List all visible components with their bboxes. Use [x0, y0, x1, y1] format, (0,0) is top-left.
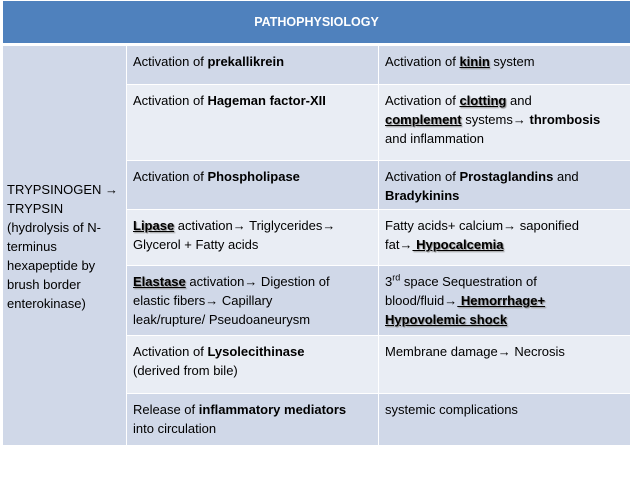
trypsin-cell — [3, 45, 127, 446]
effect-cell — [379, 45, 631, 85]
mechanism-cell — [127, 85, 379, 161]
text: systems — [461, 112, 513, 127]
bold-text: Hemorrhage+ — [457, 293, 546, 308]
mechanism-cell — [127, 210, 379, 266]
arrow-icon: → — [244, 274, 258, 289]
text: system — [489, 54, 535, 69]
arrow-icon: → — [512, 112, 526, 127]
text: Activation of — [385, 93, 460, 108]
arrow-icon: → — [399, 237, 413, 252]
left-line: hexapeptide by — [7, 258, 96, 273]
effect-cell — [379, 161, 631, 210]
text: space Sequestration of — [400, 274, 537, 289]
left-line: enterokinase) — [7, 296, 86, 311]
text: Activation of — [133, 169, 208, 184]
bold-text: inflammatory mediators — [198, 402, 347, 417]
arrow-icon: → — [497, 344, 511, 359]
effect-cell — [379, 210, 631, 266]
text: Activation of — [133, 93, 208, 108]
table-header: PATHOPHYSIOLOGY — [3, 1, 631, 45]
effect-cell — [379, 394, 631, 446]
superscript: rd — [392, 272, 401, 283]
table-row — [3, 45, 631, 85]
arrow-icon: → — [444, 293, 458, 308]
text: saponified — [516, 218, 580, 233]
text: Glycerol + Fatty acids — [133, 237, 259, 252]
text: Triglycerides — [245, 218, 323, 233]
bold-text: Lipase — [133, 218, 175, 233]
text: Capillary — [218, 293, 273, 308]
bold-text: complement — [385, 112, 462, 127]
arrow-icon: → — [205, 293, 219, 308]
text: Activation of — [385, 169, 460, 184]
text: Membrane damage — [385, 344, 498, 359]
mechanism-cell — [127, 266, 379, 336]
bold-text: Bradykinins — [385, 188, 460, 203]
text: Necrosis — [510, 344, 565, 359]
text: activation — [174, 218, 233, 233]
left-line: TRYPSIN — [7, 201, 64, 216]
mechanism-cell — [127, 161, 379, 210]
arrow-icon: → — [503, 218, 517, 233]
text: blood/fluid — [385, 293, 445, 308]
text: and — [553, 169, 579, 184]
text: and inflammation — [385, 131, 484, 146]
text: fat — [385, 237, 400, 252]
text: (derived from bile) — [133, 363, 238, 378]
mechanism-cell — [127, 45, 379, 85]
left-line: TRYPSINOGEN — [7, 182, 102, 197]
text: leak/rupture/ Pseudoaneurysm — [133, 312, 311, 327]
text: elastic fibers — [133, 293, 206, 308]
mechanism-cell — [127, 336, 379, 394]
bold-text: Phospholipase — [207, 169, 300, 184]
bold-text: Hageman factor-XII — [207, 93, 326, 108]
text: into circulation — [133, 421, 217, 436]
effect-cell — [379, 336, 631, 394]
bold-text: Hypovolemic shock — [385, 312, 508, 327]
text: Activation of — [133, 54, 208, 69]
text: Activation of — [385, 54, 460, 69]
arrow-icon: → — [105, 182, 119, 197]
arrow-icon: → — [322, 218, 336, 233]
bold-text: Hypocalcemia — [412, 237, 504, 252]
table-header-row — [3, 1, 631, 45]
pathophysiology-table — [2, 0, 631, 446]
effect-cell — [379, 85, 631, 161]
bold-text: Lysolecithinase — [207, 344, 305, 359]
text: Activation of — [133, 344, 208, 359]
bold-text: Elastase — [133, 274, 186, 289]
bold-text: thrombosis — [525, 112, 601, 127]
left-line: (hydrolysis of N- — [7, 220, 101, 235]
text: 3 — [385, 274, 393, 289]
bold-text: prekallikrein — [207, 54, 285, 69]
left-line: terminus — [7, 239, 57, 254]
effect-cell — [379, 266, 631, 336]
text: systemic complications — [385, 402, 518, 417]
left-line: brush border — [7, 277, 81, 292]
text: activation — [185, 274, 245, 289]
bold-text: clotting — [459, 93, 507, 108]
bold-text: Prostaglandins — [459, 169, 554, 184]
text: Digestion of — [257, 274, 330, 289]
text: and — [506, 93, 532, 108]
text: Fatty acids+ calcium — [385, 218, 504, 233]
bold-text: kinin — [459, 54, 490, 69]
text: Release of — [133, 402, 199, 417]
mechanism-cell — [127, 394, 379, 446]
arrow-icon: → — [232, 218, 246, 233]
